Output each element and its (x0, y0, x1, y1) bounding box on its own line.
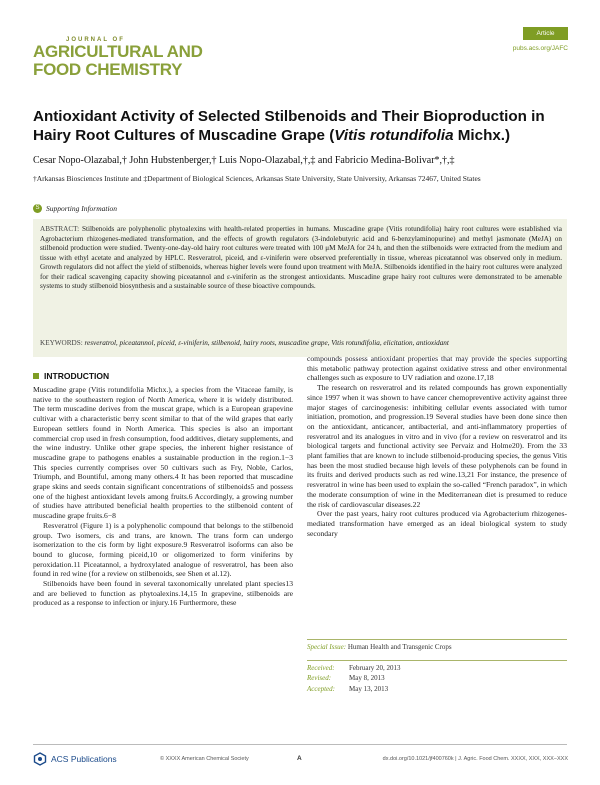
special-issue-value: Human Health and Transgenic Crops (347, 643, 452, 651)
special-issue-label: Special Issue: (307, 643, 347, 651)
date-value: February 20, 2013 (349, 664, 401, 672)
keywords-label: KEYWORDS: (40, 339, 83, 347)
section-square-icon (33, 373, 39, 379)
abstract-text (40, 225, 562, 292)
title-species: Vitis rotundifolia (334, 127, 454, 144)
journal-url-link[interactable]: pubs.acs.org/JAFC (512, 45, 568, 52)
paragraph: compounds possess antioxidant properties that may provide the species supporting this metabolic pathway protection against oxidative stress and other environmental challenges such as exposure to UV radiation and ozone.17,18 (307, 354, 567, 383)
body-column-right (307, 354, 567, 538)
journal-name-line1: AGRICULTURAL AND (33, 42, 203, 61)
doi-citation[interactable]: dx.doi.org/10.1021/jf400760k | J. Agric. Food Chem. XXXX, XXX, XXX−XXX (382, 756, 568, 762)
date-row (307, 673, 567, 683)
acs-hexagon-icon (33, 752, 47, 766)
body-column-left (33, 385, 293, 608)
paragraph: The research on resveratrol and its related compounds has grown exponentially since 1997 when it was shown to have cancer chemopreventive activity against three major stages of carcinogenesis: inhibiting cellular events associated with tumor initiation, promotion, and progression.19 Several studies have been done since then on the antioxidant, anticancer, antibacterial, and anti-inflammatory properties of resveratrol and its analogues in vitro and in vivo (for a review on resveratrol and its biological targets and functional activity see Pervaiz and Holme20). From the 33 plant families that are known to include stilbenoid-producing species, the genus Vitis has been the most studied because high levels of these polyphenols can be found in its fruits and derived products such as red wine.13,21 For instance, the presence of resveratrol in wine has been used to explain the so-called “French paradox”, in which the moderate consumption of wine in the Mediterranean diet is presumed to reduce the risk of cardiovascular diseases.22 (307, 383, 567, 509)
date-key: Accepted: (307, 684, 335, 693)
journal-name-line2: FOOD CHEMISTRY (33, 60, 183, 79)
copyright-notice: © XXXX American Chemical Society (160, 756, 249, 762)
special-issue-note (307, 639, 567, 651)
abstract-label: ABSTRACT: (40, 225, 80, 233)
publisher-name: ACS Publications (51, 754, 117, 764)
keywords-list: resveratrol, piceatannol, piceid, ε-viniferin, stilbenoid, hairy roots, muscadine grape, Vitis rotundifolia, elicitation, antioxidant (82, 339, 449, 347)
supporting-info-label: Supporting Information (46, 204, 118, 213)
abstract-body: Stilbenoids are polyphenolic phytoalexins with health-related properties in humans. Muscadine grape (Vitis rotundifolia) hairy root cultures were established via Agrobacterium rhizogenes-mediated transformation, and the effects of growth regulators (3-indolebutyric acid and 6-benzylaminopurine) and methyl jasmonate (MeJA) on stilbenoid production were studied. Twenty-one-day-old hairy root cultures were treated with 100 μM MeJA for 24 h, and then the stilbenoids were extracted from the medium and tissue with ethyl acetate and analyzed by HPLC. Resveratrol, piceid, and ε-viniferin were observed preferentially in tissue, whereas piceatannol was observed only in medium. Growth regulators did not affect the yield of stilbenoids, whereas higher levels were found upon treatment with MeJA. Stilbenoids identified in the hairy root cultures were analyzed for their radical scavenging capacity showing piceatannol and ε-viniferin as the strongest antioxidants. Muscadine grape hairy root cultures were demonstrated to be amenable systems to study stilbenoid biosynthesis and a sustainable source of these bioactive compounds. (40, 225, 562, 290)
journal-name-prefix: JOURNAL OF (66, 37, 125, 43)
article-type-badge: Article (523, 27, 568, 40)
affiliation: †Arkansas Biosciences Institute and ‡Department of Biological Sciences, Arkansas State University, State University, Arkansas 72467, United States (33, 174, 481, 183)
section-heading-label: INTRODUCTION (44, 371, 110, 381)
date-value: May 13, 2013 (349, 684, 389, 693)
supporting-information-link[interactable] (33, 204, 117, 213)
author-list: Cesar Nopo-Olazabal,† John Hubstenberger,† Luis Nopo-Olazabal,†,‡ and Fabricio Medina-Bolivar*,†,‡ (33, 155, 455, 166)
page-number: A (297, 755, 302, 762)
section-heading-introduction (33, 371, 109, 381)
publication-dates (307, 660, 567, 694)
title-main: Antioxidant Activity of Selected Stilbenoids and Their Bioproduction in Hairy Root Cultures of Muscadine Grape ( (33, 108, 545, 144)
date-row (307, 663, 567, 673)
paragraph: Resveratrol (Figure 1) is a polyphenolic compound that belongs to the stilbenoid group. Two isomers, cis and trans, are known. The trans form can undergo isomerization to the cis form by light exposure.9 Resveratrol isoforms can also be bound to glucose, forming piceid,10 or oligomerized to form viniferins by peroxidation.11 Piceatannol, a hydroxylated analogue of resveratrol, has been also found in red wine (for a review on stilbenoids, see Shen et al.12). (33, 520, 293, 579)
acs-publications-logo[interactable] (33, 752, 117, 766)
paragraph: Muscadine grape (Vitis rotundifolia Michx.), a species from the Vitaceae family, is native to the southeastern region of North America, where it is widely distributed. The term muscadine derives from the muscat grape, which is a European grapevine cultivar with a characteristic berry scent similar to that of the wild grapes that early European settlers found in North America. This species is also an important commercial crop used in fresh consumption, food additives, dietary supplements, and the wine industry. Unlike other grape species, the inherent higher resistance of muscadine grape to pathogens enables a sustainable production in the region.1−3 This species currently comprises over 50 cultivars such as Fry, Noble, Carlos, Triumph, and Bountiful, among many others.4 It has been reported that muscadine grape skins and seeds contain significant concentrations of stilbenoids5 and possess one of the highest antioxidant levels among fruits.6 Accordingly, a growing number of studies have attributed beneficial health properties to the stilbenoid content of muscadine grape fruits.6−8 (33, 385, 293, 521)
paragraph: Over the past years, hairy root cultures produced via Agrobacterium rhizogenes-mediated transformation have emerged as an ideal biological system to study secondary (307, 509, 567, 538)
supporting-info-icon: S (33, 204, 42, 213)
date-key: Revised: (307, 674, 332, 683)
date-row (307, 684, 567, 694)
date-value: May 8, 2013 (349, 674, 385, 683)
article-title (33, 107, 573, 145)
paragraph: Stilbenoids have been found in several taxonomically unrelated plant species13 and are believed to function as phytoalexins.14,15 In grapevine, stilbenoids are produced as a response to infection or injury.16 Furthermore, these (33, 579, 293, 608)
footer-divider (33, 744, 567, 745)
title-end: Michx.) (453, 127, 511, 144)
date-key: Received: (307, 664, 335, 672)
keywords (40, 339, 562, 349)
